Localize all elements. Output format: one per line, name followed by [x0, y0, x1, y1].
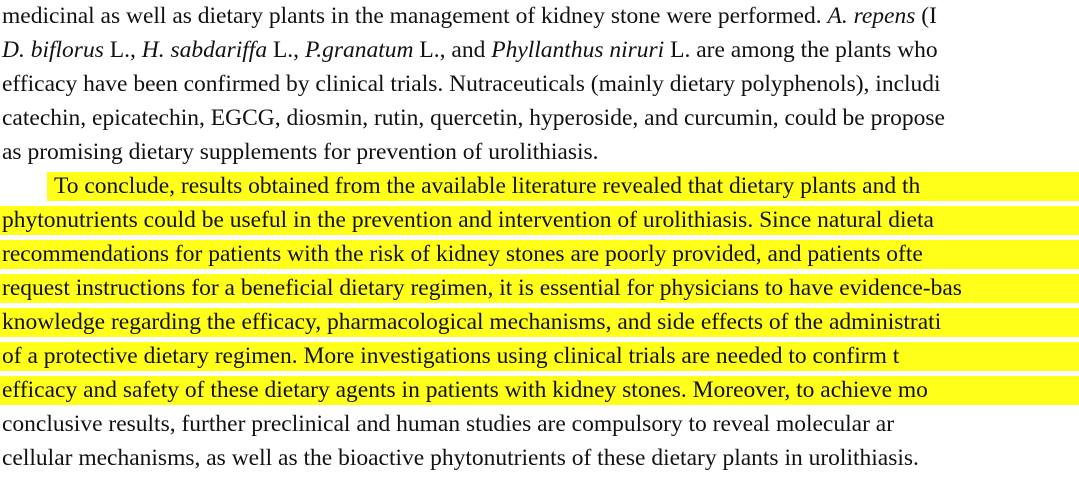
paragraph2-line8: conclusive results, further preclinical and human studies are compulsory to reveal molecular ar	[2, 411, 895, 437]
species-p-granatum: P.granatum	[304, 37, 414, 63]
paragraph1-line2-text-d: L.,	[267, 37, 305, 63]
paragraph2-line5: knowledge regarding the efficacy, pharmacological mechanisms, and side effects of the administrati	[2, 309, 942, 335]
species-phyllanthus-niruri: Phyllanthus niruri	[491, 37, 665, 63]
paragraph1-line2-text-h: L. are among the plants who	[664, 37, 938, 63]
paragraph1-line2-text-f: L., and	[413, 37, 492, 63]
species-h-sabdariffa: H. sabdariffa	[141, 37, 268, 63]
paragraph1-line1-text-a: medicinal as well as dietary plants in the management of kidney stone were performed.	[2, 3, 828, 29]
paragraph1-line1-species: A. repens	[827, 3, 916, 29]
paragraph2-line2: phytonutrients could be useful in the prevention and intervention of urolithiasis. Since natural dieta	[2, 207, 934, 233]
paragraph1-line3: efficacy have been confirmed by clinical trials. Nutraceuticals (mainly dietary polyphenols), includi	[2, 71, 941, 97]
paragraph2-line6: of a protective dietary regimen. More investigations using clinical trials are needed to confirm t	[2, 343, 900, 369]
paragraph1-line1-text-c: (I	[915, 3, 937, 29]
paragraph1-line2-text-b: L.,	[103, 37, 142, 63]
paragraph2-line9: cellular mechanisms, as well as the bioactive phytonutrients of these dietary plants in urolithiasis.	[2, 445, 919, 471]
paragraph1-line5: as promising dietary supplements for prevention of urolithiasis.	[2, 139, 599, 165]
species-d-biflorus: D. biflorus	[2, 37, 104, 63]
paragraph2-line1: To conclude, results obtained from the available literature revealed that dietary plants and th	[54, 173, 921, 199]
paragraph1-line1	[2, 0, 937, 33]
paragraph2-line7: efficacy and safety of these dietary agents in patients with kidney stones. Moreover, to achieve mo	[2, 377, 928, 403]
paragraph1-line2	[2, 34, 938, 67]
paragraph2-line3: recommendations for patients with the risk of kidney stones are poorly provided, and patients ofte	[2, 241, 923, 267]
paragraph2-line4: request instructions for a beneficial dietary regimen, it is essential for physicians to have evidence-bas	[2, 275, 962, 301]
paragraph1-line4: catechin, epicatechin, EGCG, diosmin, rutin, quercetin, hyperoside, and curcumin, could be propose	[2, 105, 945, 131]
